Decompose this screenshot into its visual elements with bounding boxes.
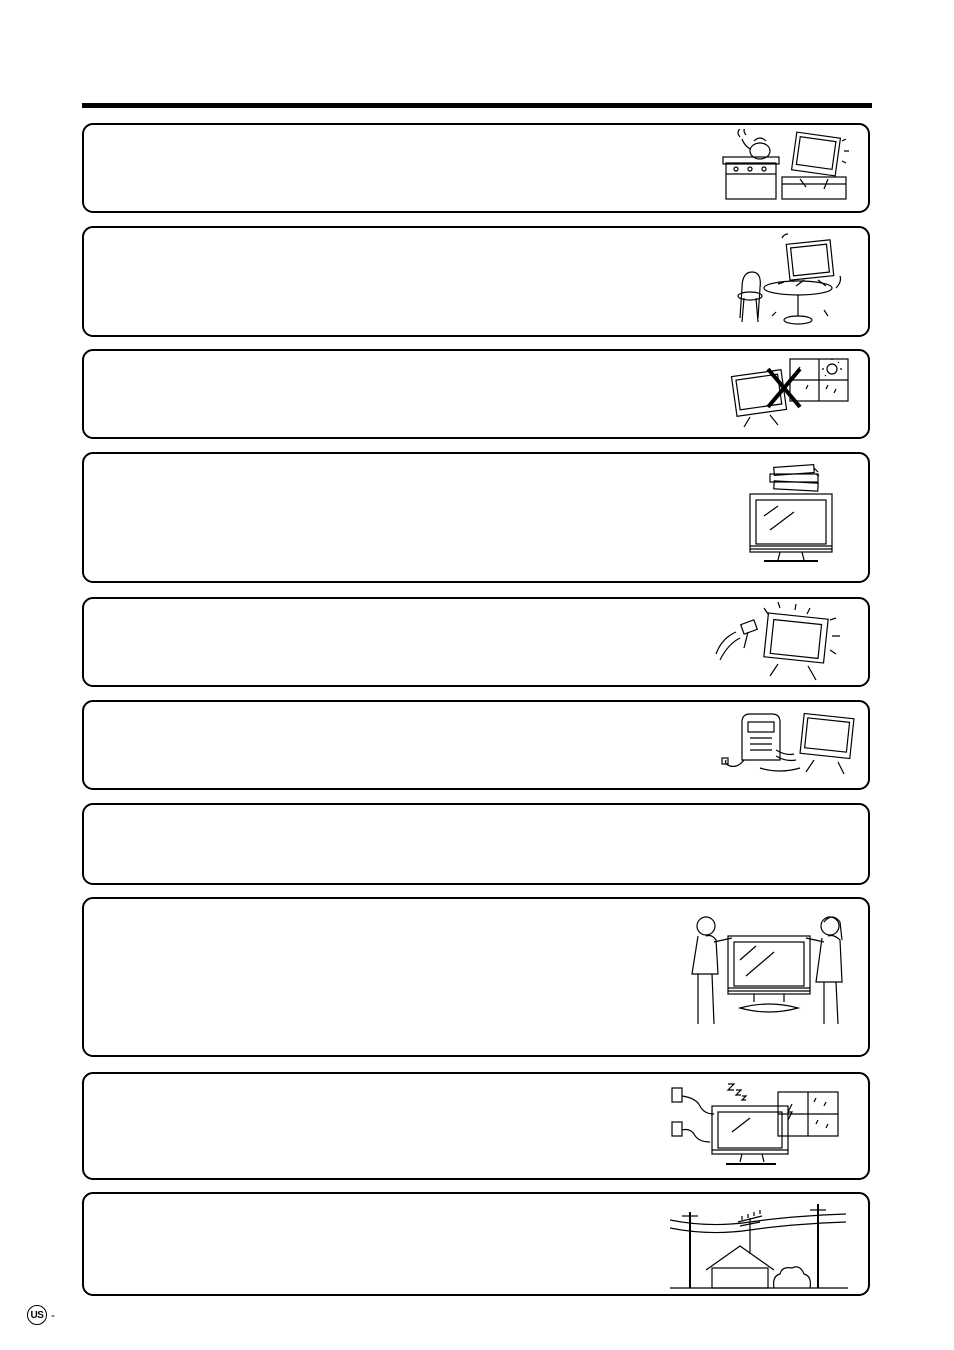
tv-near-heater-icon (720, 708, 856, 780)
tv-near-stove-and-kettle-icon (720, 129, 850, 201)
header-rule (82, 103, 872, 108)
page-number-dash: - (51, 1308, 55, 1322)
objects-stacked-on-tv-icon (744, 460, 838, 568)
outdoor-antenna-near-power-lines-icon (670, 1198, 848, 1290)
precaution-panel-text-only (82, 803, 870, 885)
region-badge: US (27, 1305, 47, 1325)
unplug-tv-during-storm-icon (666, 1080, 842, 1170)
page-footer (27, 1305, 55, 1325)
tv-not-in-direct-sunlight-icon (728, 355, 852, 435)
tv-on-unstable-table-icon (724, 232, 850, 328)
two-people-carrying-tv-icon (684, 912, 854, 1028)
tv-struck-by-object-icon (712, 602, 844, 684)
